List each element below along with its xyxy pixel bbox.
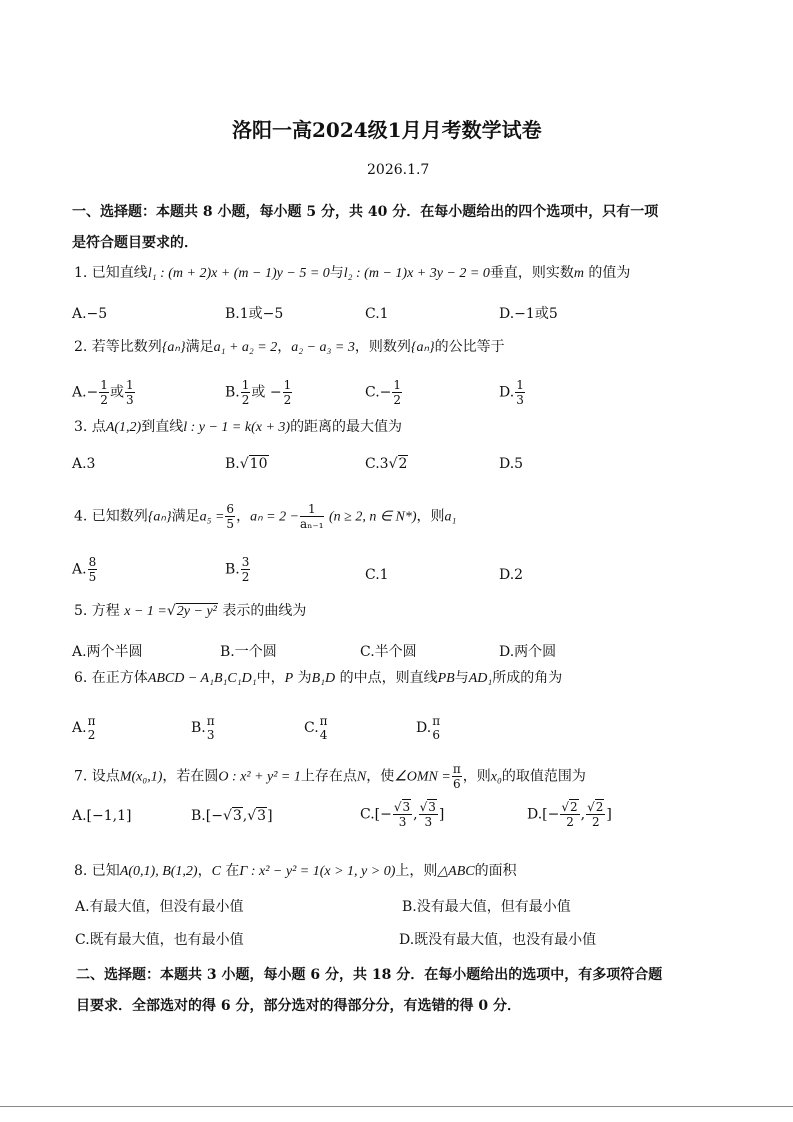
q2-text: ， — [277, 339, 292, 355]
q3-label: B. — [225, 456, 240, 472]
q5-lhs: x − 1 = — [124, 604, 167, 619]
q8-option-c: C.既有最大值，也有最小值 — [75, 932, 244, 948]
q8-option-a: A.有最大值，但没有最小值 — [75, 899, 244, 915]
q6-point-p: P — [284, 671, 294, 686]
question-8-stem — [74, 862, 517, 881]
radicand: 2 — [398, 456, 408, 472]
q2-condition-2: a₂ − a₃ = 3 — [291, 340, 355, 355]
section1-heading: 一、选择题：本题共 8 小题，每小题 5 分，共 40 分．在每小题给出的四个选项中，只有一项 — [72, 204, 659, 220]
q1-text: 1. 已知直线 — [74, 265, 148, 281]
q2-text: 2. 若等比数列 — [74, 339, 162, 355]
section1-heading-cont: 是符合题目要求的． — [72, 235, 198, 251]
fraction: $\frac{3}{2}$ — [241, 555, 250, 584]
q1-text: 的值为 — [588, 265, 631, 281]
q7-label: B.[− — [191, 808, 223, 824]
fraction: $\frac{√3}{3}$ — [393, 800, 411, 829]
q2-option-d — [499, 378, 526, 407]
q4-recurrence: aₙ = 2 − — [250, 509, 300, 525]
q3-line: l : y − 1 = k(x + 3) — [183, 420, 291, 435]
q2-sequence: {aₙ} — [161, 340, 186, 355]
q6-option-d — [416, 714, 441, 742]
q7-text: 7. 设点 — [74, 768, 120, 785]
q6-option-c — [304, 714, 329, 742]
q7-label: C.[− — [360, 806, 392, 823]
q4-text: ，则 — [416, 508, 445, 525]
q2-option-a — [72, 378, 136, 407]
fraction: $\frac{√3}{3}$ — [419, 800, 436, 829]
q2-label: A.− — [72, 384, 99, 401]
fraction: π 3 — [206, 714, 215, 742]
q1-option-c: C.1 — [365, 306, 389, 322]
q8-triangle: △ABC — [437, 864, 475, 879]
q5-option-a: A.两个半圆 — [72, 644, 143, 660]
q8-text: 在 — [225, 863, 240, 879]
q3-option-c: C.3√2 — [365, 456, 408, 472]
page-title: 洛阳一高2024级1月月考数学试卷 — [232, 118, 542, 142]
question-4-stem — [74, 502, 456, 531]
q7-point-n: N — [356, 769, 367, 785]
q1-option-a: A.−5 — [72, 306, 108, 322]
q4-text: 满足 — [171, 508, 200, 525]
fraction: $\frac{6}{5}$ — [226, 502, 235, 531]
q8-points: A(0,1), B(1,2) — [119, 864, 198, 879]
q7-text: 上存在点 — [300, 768, 357, 785]
q2-sequence: {aₙ} — [410, 340, 435, 355]
fraction: $\frac{1}{2}$ — [393, 378, 402, 407]
fraction: $\frac{1}{2}$ — [283, 378, 292, 407]
q6-label: C. — [304, 720, 319, 736]
q1-var-m: m — [573, 266, 584, 281]
q6-text: 的中点，则直线 — [339, 670, 438, 686]
q4-option-b — [225, 555, 251, 584]
q3-text: 3. 点 — [74, 419, 106, 435]
q4-option-d: D.2 — [499, 567, 524, 583]
section2-heading-cont: 目要求．全部选对的得 6 分，部分选对的得部分分，有选错的得 0 分． — [76, 998, 521, 1014]
radicand: 2y − y² — [176, 604, 217, 619]
q7-x0: x₀ — [490, 769, 502, 785]
fraction: π 4 — [319, 714, 328, 742]
q6-line-pb: PB — [437, 671, 455, 686]
question-7-stem — [74, 762, 586, 791]
q6-text: 所成的角为 — [492, 670, 563, 686]
fraction: $\frac{\pi}{6}$ — [452, 762, 461, 791]
q6-cube: ABCD − A₁B₁C₁D₁ — [147, 671, 257, 686]
q3-option-a: A.3 — [72, 456, 96, 472]
q3-text: 的距离的最大值为 — [290, 419, 403, 435]
q6-text: 与 — [454, 670, 469, 686]
q6-option-a — [72, 714, 96, 742]
q6-text: 中， — [256, 670, 285, 686]
section2-heading: 二、选择题：本题共 3 小题，每小题 6 分，共 18 分．在每小题给出的选项中，有多项符合题 — [76, 967, 663, 983]
q6-label: D. — [416, 720, 432, 736]
q2-text: 的公比等于 — [434, 339, 505, 355]
q2-text: ，则数列 — [354, 339, 411, 355]
q5-text: 5. 方程 — [74, 603, 120, 619]
question-3-stem — [74, 418, 402, 437]
q8-text: ， — [197, 863, 212, 879]
q4-target: a₁ — [444, 509, 457, 525]
q5-option-c: C.半个圆 — [360, 644, 417, 660]
page-bottom-divider — [0, 1106, 793, 1107]
q6-option-b — [191, 714, 216, 742]
q3-text: 到直线 — [141, 419, 184, 435]
question-1-stem — [74, 264, 630, 283]
q6-label: A. — [72, 720, 87, 736]
q4-text: 4. 已知数列 — [74, 508, 148, 525]
q2-condition-1: a₁ + a₂ = 2 — [213, 340, 278, 355]
q1-text: 与 — [329, 265, 344, 281]
q2-label: B. — [225, 384, 240, 401]
q8-option-b: B.没有最大值，但有最小值 — [402, 899, 571, 915]
q4-a5: a₅ = — [199, 509, 225, 525]
q2-option-b — [225, 378, 293, 407]
q7-circle: O : x² + y² = 1 — [218, 769, 301, 785]
q2-label: D. — [499, 384, 515, 401]
q5-text: 表示的曲线为 — [222, 603, 307, 619]
q7-text: ，若在圆 — [162, 768, 219, 785]
q7-option-c: C.[− $\frac{√3}{3}$ , $\frac{√3}{3}$ ] — [360, 800, 445, 829]
q8-option-d: D.既没有最大值，也没有最小值 — [399, 932, 597, 948]
fraction: $\frac{√2}{2}$ — [587, 800, 604, 829]
fraction: $\frac{1}{2}$ — [100, 378, 108, 407]
q8-text: 8. 已知 — [74, 863, 120, 879]
q7-angle: ∠OMN = — [394, 769, 451, 785]
q2-text: 满足 — [185, 339, 214, 355]
q7-label: D.[− — [527, 806, 560, 823]
q3-option-d: D.5 — [499, 456, 524, 472]
q4-label: B. — [225, 561, 240, 578]
q5-option-d: D.两个圆 — [499, 644, 557, 660]
q4-option-c: C.1 — [365, 567, 389, 583]
q4-label: A. — [72, 561, 87, 578]
q4-condition: (n ≥ 2, n ∈ N*) — [329, 509, 417, 525]
fraction: $\frac{1}{3}$ — [516, 378, 524, 407]
q6-text: 为 — [297, 670, 312, 686]
q1-line-l1: l₁ : (m + 2)x + (m − 1)y − 5 = 0 — [147, 266, 330, 281]
fraction: π 6 — [432, 714, 441, 742]
q7-text: ，使 — [366, 768, 395, 785]
q5-option-b: B.一个圆 — [220, 644, 277, 660]
radicand: 10 — [249, 456, 268, 472]
q7-option-b: B.[−√3,√3] — [191, 808, 273, 824]
fraction: $\frac{1}{3}$ — [125, 378, 134, 407]
fraction: $\frac{8}{5}$ — [88, 555, 97, 584]
q2-label: C.− — [365, 384, 392, 401]
q3-label: C.3 — [365, 456, 389, 472]
q4-option-a — [72, 555, 98, 584]
question-6-stem — [74, 669, 562, 688]
q1-option-b: B.1或−5 — [225, 306, 284, 322]
fraction: $\frac{1}{\text{aₙ₋₁}}$ — [300, 502, 324, 531]
q4-sequence: {aₙ} — [147, 509, 172, 525]
q1-line-l2: l₂ : (m − 1)x + 3y − 2 = 0 — [343, 266, 490, 281]
q2-option-c — [365, 378, 403, 407]
q4-text: ， — [236, 508, 251, 525]
q8-curve: Γ : x² − y² = 1(x > 1, y > 0) — [239, 864, 396, 879]
q8-text: 上，则 — [395, 863, 438, 879]
q1-option-d: D.−1或5 — [499, 306, 558, 322]
q6-text: 6. 在正方体 — [74, 670, 148, 686]
q2-text: 或 — [109, 384, 124, 401]
q6-label: B. — [191, 720, 206, 736]
q7-text: ，则 — [462, 768, 491, 785]
q7-text: 的取值范围为 — [501, 768, 586, 785]
q1-text: 垂直，则实数 — [489, 265, 574, 281]
q3-point: A(1,2) — [105, 420, 142, 435]
q8-text: 的面积 — [474, 863, 517, 879]
question-5-stem: 5. 方程 x − 1 =√2y − y² 表示的曲线为 — [74, 603, 307, 619]
q2-text: 或 − — [251, 384, 282, 401]
q6-line-ad1: AD₁ — [468, 671, 493, 686]
fraction: $\frac{1}{2}$ — [241, 378, 250, 407]
q7-point: M(x₀,1) — [119, 769, 163, 785]
exam-date: 2026.1.7 — [367, 162, 430, 178]
fraction: π 2 — [87, 714, 96, 742]
q7-option-d: D.[− $\frac{√2}{2}$ , $\frac{√2}{2}$ ] — [527, 800, 612, 829]
q6-segment: B₁D — [311, 671, 336, 686]
question-2-stem — [74, 338, 505, 357]
fraction: $\frac{√2}{2}$ — [561, 800, 578, 829]
q3-option-b: B.√10 — [225, 456, 268, 472]
q7-option-a: A.[−1,1] — [72, 808, 132, 824]
q8-point-c: C — [211, 864, 221, 879]
